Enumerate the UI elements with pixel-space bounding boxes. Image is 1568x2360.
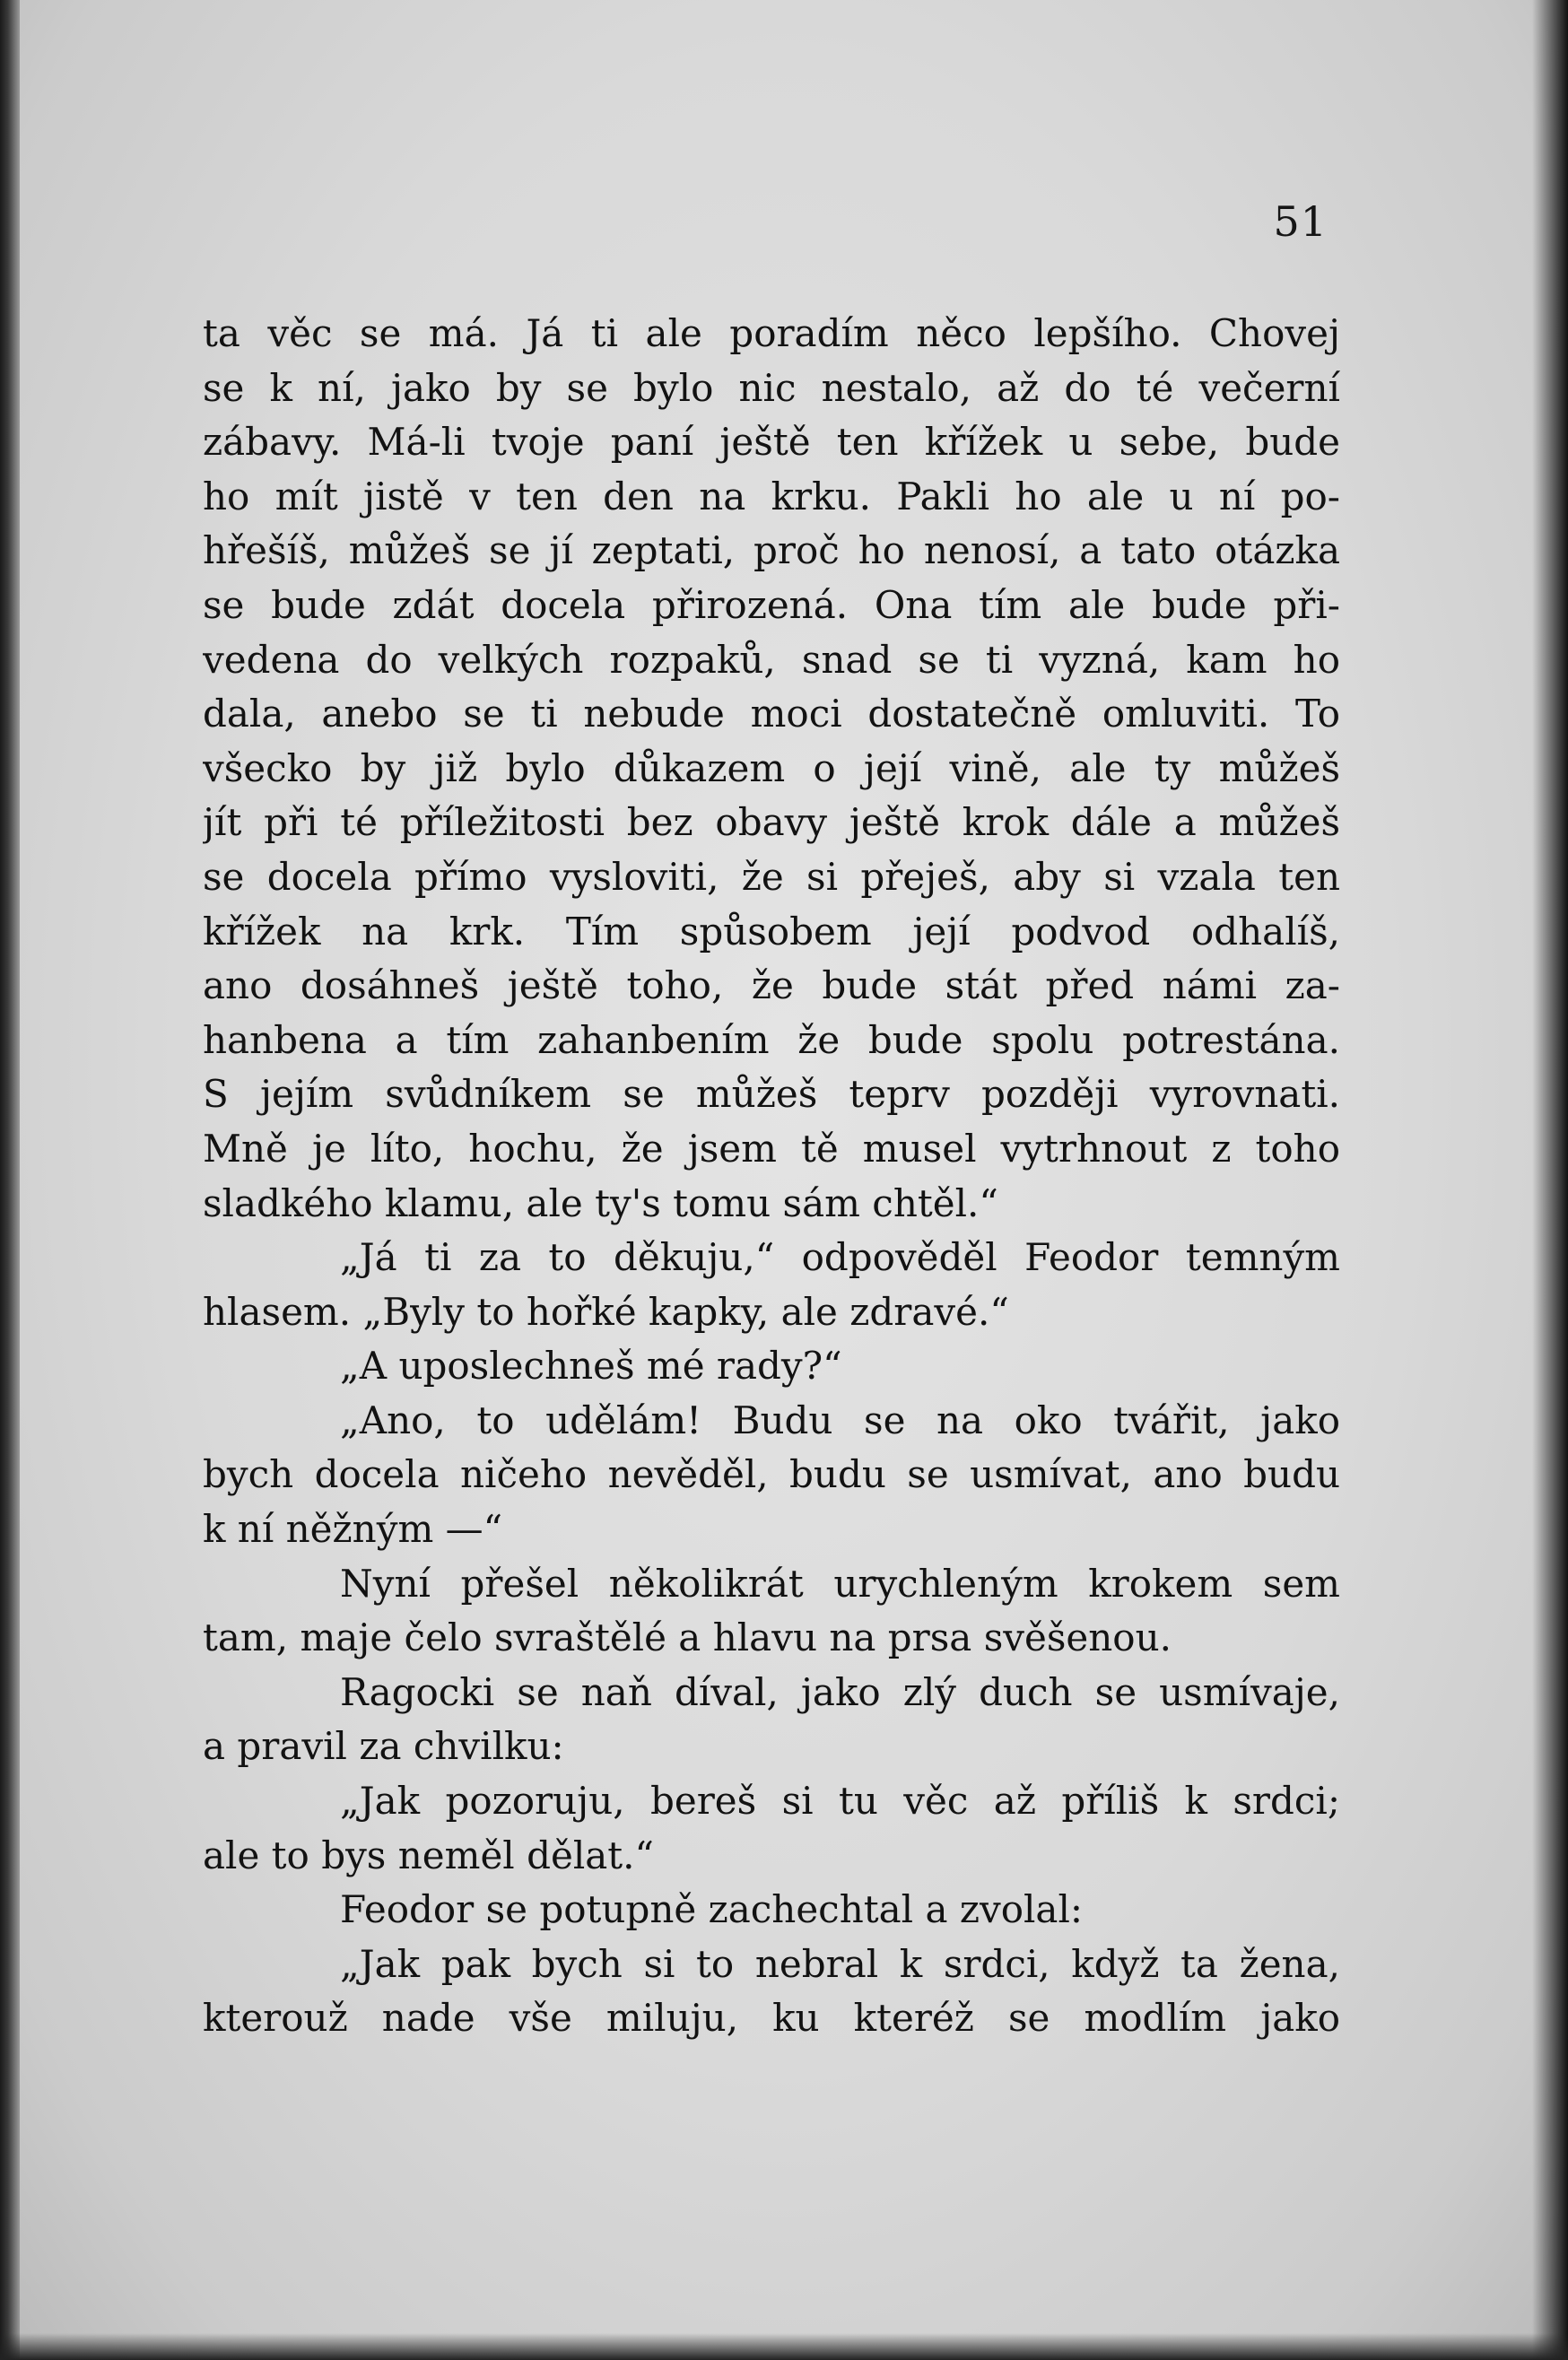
text-line: se docela přímo vysloviti, že si přeješ, aby si vzala ten: [203, 854, 1340, 899]
text-line: se bude zdát docela přirozená. Ona tím ale bude při-: [203, 582, 1340, 627]
text-line: ale to bys neměl dělat.“: [203, 1833, 654, 1877]
text-line: bych docela ničeho nevěděl, budu se usmívat, ano budu: [203, 1452, 1340, 1497]
book-binding-edge: [0, 0, 20, 2360]
page-number: 51: [1273, 197, 1328, 246]
text-line: ta věc se má. Já ti ale poradím něco lepšího. Chovej: [203, 311, 1340, 355]
text-line: tam, maje čelo svraštělé a hlavu na prsa svěšenou.: [203, 1615, 1172, 1660]
text-line: S jejím svůdníkem se můžeš teprv později vyrovnati.: [203, 1072, 1340, 1117]
text-line: k ní něžným —“: [203, 1507, 503, 1552]
text-line: se k ní, jako by se bylo nic nestalo, až do té večerní: [203, 365, 1340, 410]
text-line: kterouž nade vše miluju, ku kteréž se modlím jako: [203, 1996, 1340, 2041]
text-line: hanbena a tím zahanbením že bude spolu potrestána.: [203, 1017, 1340, 1062]
page-right-edge-shadow: [1532, 0, 1568, 2360]
page-bottom-edge-shadow: [0, 2333, 1568, 2360]
text-line: Nyní přešel několikrát urychleným krokem sem: [340, 1561, 1340, 1606]
text-line: ano dosáhneš ještě toho, že bude stát před námi za-: [203, 963, 1340, 1008]
text-line: „Jak pak bych si to nebral k srdci, když ta žena,: [340, 1941, 1340, 1986]
text-line: hlasem. „Byly to hořké kapky, ale zdravé.“: [203, 1289, 1009, 1334]
text-line: „A uposlechneš mé rady?“: [340, 1344, 842, 1389]
text-line: sladkého klamu, ale ty's tomu sám chtěl.“: [203, 1180, 998, 1225]
text-line: vedena do velkých rozpaků, snad se ti vyzná, kam ho: [203, 637, 1340, 682]
body-text: [203, 307, 1340, 2046]
text-line: „Já ti za to děkuju,“ odpověděl Feodor temným: [340, 1235, 1340, 1280]
text-line: jít při té příležitosti bez obavy ještě krok dále a můžeš: [203, 800, 1340, 845]
text-line: Ragocki se naň díval, jako zlý duch se usmívaje,: [340, 1669, 1340, 1714]
text-line: dala, anebo se ti nebude moci dostatečně omluviti. To: [203, 692, 1340, 736]
text-line: „Ano, to udělám! Budu se na oko tvářit, jako: [340, 1398, 1340, 1442]
text-line: všecko by již bylo důkazem o její vině, ale ty můžeš: [203, 745, 1340, 790]
text-line: křížek na krk. Tím spůsobem její podvod odhalíš,: [203, 909, 1340, 954]
text-line: hřešíš, můžeš se jí zeptati, proč ho nenosí, a tato otázka: [203, 528, 1340, 573]
text-line: zábavy. Má-li tvoje paní ještě ten křížek u sebe, bude: [203, 420, 1340, 465]
text-line: Feodor se potupně zachechtal a zvolal:: [340, 1887, 1084, 1932]
text-line: ho mít jistě v ten den na krku. Pakli ho ale u ní po-: [203, 474, 1340, 518]
text-line: „Jak pozoruju, bereš si tu věc až příliš k srdci;: [340, 1779, 1340, 1824]
text-line: a pravil za chvilku:: [203, 1724, 564, 1769]
text-line: Mně je líto, hochu, že jsem tě musel vytrhnout z toho: [203, 1126, 1340, 1171]
